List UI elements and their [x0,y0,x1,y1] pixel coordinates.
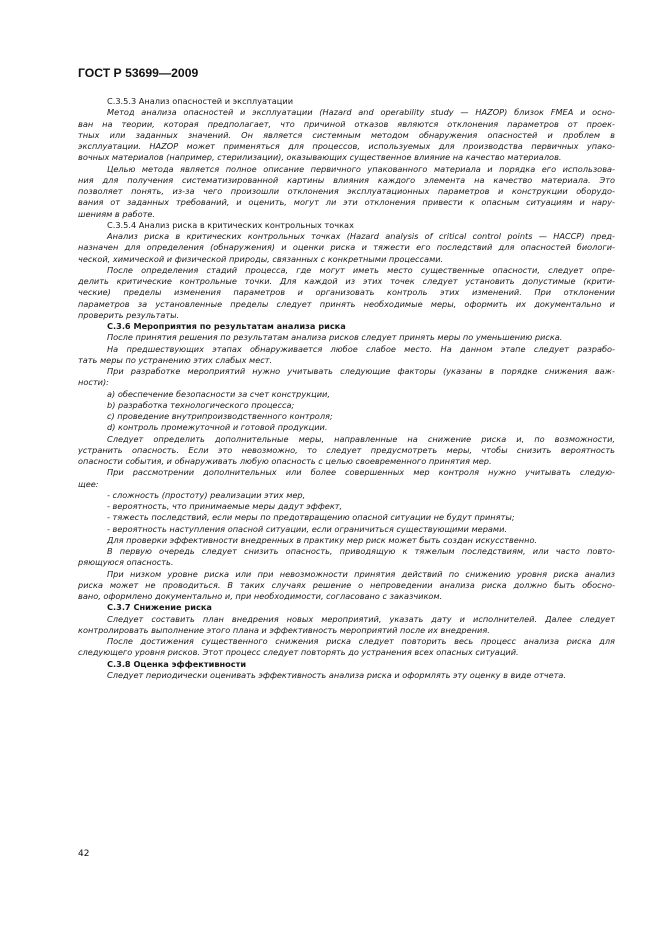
text-line: щее: [78,478,99,489]
text-line: делить критические контрольные точки. Для каждой из этих точек следует установить допустимые (крити- [78,276,615,286]
text-line: Метод анализа опасностей и эксплуатации (Hazard and operability study — HAZOP) близок FMEA и осно- [107,107,615,118]
text-line: ван на теории, которая предполагает, что причиной отказов являются отклонения параметров от проек- [78,118,615,129]
text-line: следующего уровня рисков. Этот процесс следует повторять до устранения всех опасных ситуаций. [78,647,519,658]
text-line: С.3.5.4 Анализ риска в критических контрольных точках [107,219,354,230]
text-line: ности): [78,377,109,388]
text-line: После принятия решения по результатам анализа рисков следует принять меры по уменьшению риска. [107,332,563,343]
text-line: - тяжесть последствий, если меры по предотвращению опасной ситуации не будут приняты; [107,512,515,523]
text-line: вано, оформлено документально и, при необходимости, согласовано с заказчиком. [78,591,443,601]
body-text [78,96,615,681]
text-line: - вероятность, что принимаемые меры дадут эффект, [107,501,343,511]
text-line: риска может не проводиться. В таких случаях решение о непроведении анализа риска должно быть обосно- [78,579,615,590]
text-line: На предшествующих этапах обнаруживается любое слабое место. На данном этапе следует разрабо- [107,343,615,354]
text-line: После достижения существенного снижения риска следует повторить весь процесс анализа риска для [107,636,615,646]
text-line: При разработке мероприятий нужно учитывать следующие факторы (указаны в порядке снижения важ- [107,366,615,376]
text-line: Следует составить план внедрения новых мероприятий, указать дату и исполнителей. Далее следует [107,613,615,624]
text-line: В первую очередь следует снизить опасность, приводящую к тяжелым последствиям, или часто повто- [107,546,615,556]
text-line: вочных материалов (например, стерилизации), оказывающих существенное влияние на качество материалов. [78,152,562,163]
page-number: 42 [78,849,90,859]
text-line: - сложность (простоту) реализации этих мер, [107,489,306,500]
text-line: контролировать выполнение этого плана и эффективность мероприятий после их внедрения. [78,624,490,635]
text-line: С.3.7 Снижение риска [107,602,212,613]
text-line: Следует определить дополнительные меры, направленные на снижение риска и, по возможности, [107,433,615,444]
text-line: При рассмотрении дополнительных или более совершенных мер контроля нужно учитывать следую- [107,467,615,478]
text-line: ряющуюся опасность. [78,557,174,568]
text-line: С.3.8 Оценка эффективности [107,658,247,669]
text-line: опасности события, и обнаруживать любую опасность с целью своевременного принятия мер. [78,456,492,466]
text-line: После определения стадий процесса, где могут иметь место существенные опасности, следует опре- [107,264,615,275]
text-line: эксплуатации. HAZOP может применяться для процессов, используемых для производства первичных упако- [78,141,615,151]
text-line: Для проверки эффективности внедренных в практику мер риск может быть создан искусственно. [107,534,538,545]
text-line: Целью метода является полное описание первичного упакованного материала и порядка его использова- [107,163,615,174]
text-line: ческой, химической и физической природы, связанных с конкретными процессами. [78,253,444,264]
text-line: С.3.6 Мероприятия по результатам анализа риска [107,321,346,331]
text-line: С.3.5.3 Анализ опасностей и эксплуатации [107,96,294,106]
text-line: ния для получения систематизированной картины влияния каждого элемента на качество материала. Это [78,174,615,185]
text-line: параметров за установленные пределы следует принять необходимые меры, оформить их документально и [78,298,615,309]
text-line: вания от заданных требований, и оценить, могут ли эти отклонения привести к опасным ситуациям и нару- [78,197,615,208]
text-line: b) разработка технологического процесса; [107,399,295,410]
text-line: Следует периодически оценивать эффективность анализа риска и оформлять эту оценку в виде отчета. [107,669,566,680]
text-line: ческие) пределы изменения параметров и организовать контроль этих изменений. При отклонении [78,287,615,298]
text-line: позволяет понять, из-за чего произошли отклонения эксплуатационных параметров и конструкции оборудо- [78,186,615,196]
text-line: Анализ риска в критических контрольных точках (Hazard analysis of critical control points — HACCP) пред- [107,231,615,241]
text-line: При низком уровне риска или при невозможности принятия действий по снижению уровня риска анализ [107,568,615,579]
text-line: a) обеспечение безопасности за счет конструкции, [107,388,330,399]
text-line: d) контроль промежуточной и готовой продукции. [107,422,328,433]
text-line: - вероятность наступления опасной ситуации, если ограничиться существующими мерами. [107,523,508,534]
text-line: шениям в работе. [78,208,156,219]
text-line: тать меры по устранению этих слабых мест. [78,354,273,365]
text-line: проверить результаты. [78,309,180,320]
text-line: устранить опасность. Если это невозможно, то следует предусмотреть меры, чтобы снизить вероятность [78,444,615,455]
text-line: назначен для определения (обнаружения) и оценки риска и тяжести его последствий для опасностей биологи- [78,242,615,253]
text-line: тных или заданных значений. Он является системным методом обнаружения опасностей и проблем в [78,129,615,140]
text-line: c) проведение внутрипроизводственного контроля; [107,411,333,421]
page-header-title: ГОСТ Р 53699—2009 [78,66,199,80]
